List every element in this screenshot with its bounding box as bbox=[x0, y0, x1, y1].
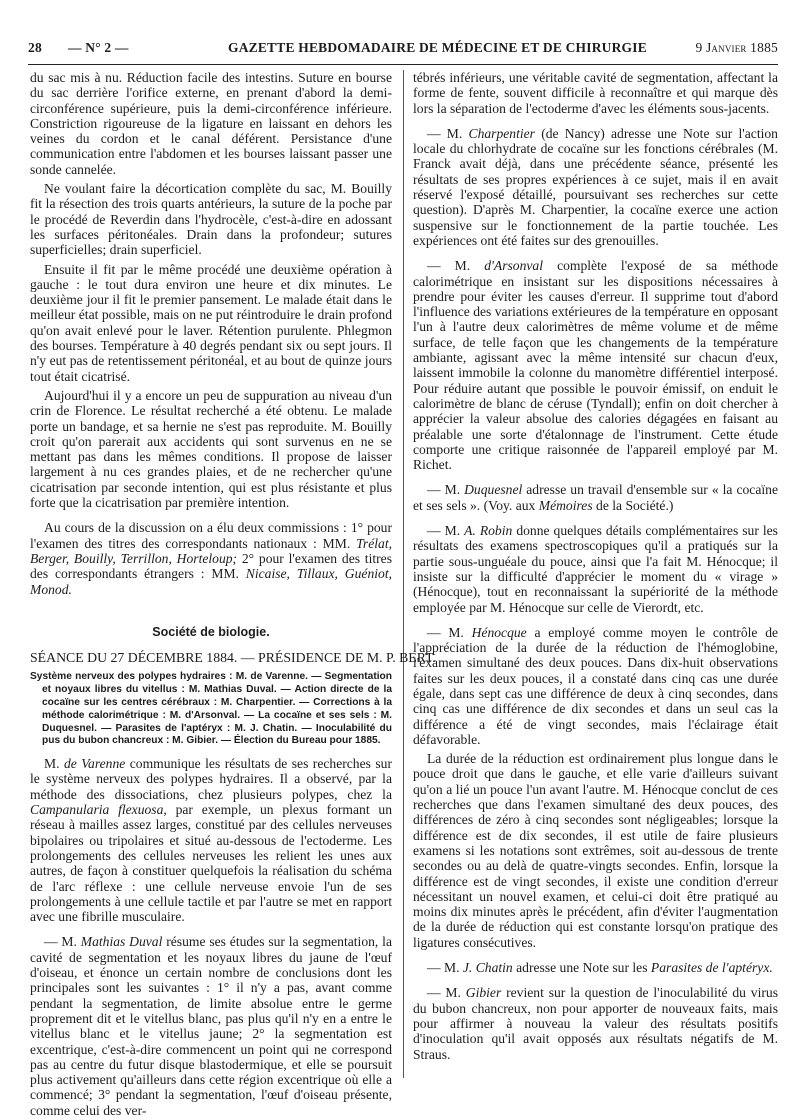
header-rule bbox=[28, 64, 778, 65]
paragraph bbox=[413, 523, 778, 615]
paragraph: du sac mis à nu. Réduction facile des intestins. Suture en bourse du sac derrière l'orifice externe, en prenant d'abord la demi-circonférence supérieure, puis la demi-circonférence inférieure. Constriction rigoureuse de la ligature en laissant en dehors les veines du cordon et le canal déférent. Persistance d'une communication entre l'abdomen et les bourses laissant passer une sonde cannelée. bbox=[30, 70, 392, 177]
author-name: A. Robin bbox=[464, 523, 513, 539]
text: M. bbox=[44, 756, 60, 772]
issue-number: — N° 2 — bbox=[68, 40, 129, 55]
text: adresse une Note sur les bbox=[516, 960, 648, 976]
text: — M. bbox=[44, 934, 77, 950]
text: revient sur la question de l'inoculabilité du virus du bubon chancreux, non pour apporter de nouveaux faits, mais pour affirmer à nouveau la valeur des résultats positifs d'inoculation qu'il avait opposés aux résultats négatifs de M. Straus. bbox=[413, 985, 778, 1062]
issue-date: 9 Janvier 1885 bbox=[695, 40, 778, 55]
paragraph bbox=[413, 960, 778, 975]
text: communique les résultats de ses recherches sur le système nerveux des polypes hydraires. Il a observé, par la méthode des dissociations, chez plusieurs polypes, chez la bbox=[30, 756, 392, 802]
session-summary: Système nerveux des polypes hydraires : M. de Varenne. — Segmentation et noyaux libres du vitellus : M. Mathias Duval. — Action directe de la cocaïne sur les centres cérébraux : M. Charpentier. — Corrections à la méthode calorimétrique : M. d'Arsonval. — La cocaïne et ses sels : M. Duquesnel. — Parasites de l'aptéryx : M. J. Chatin. — Inoculabilité du pus du bubon chancreux : M. Gibier. — Élection du Bureau pour 1885. bbox=[30, 671, 392, 747]
journal-title: GAZETTE HEBDOMADAIRE DE MÉDECINE ET DE CHIRURGIE bbox=[228, 40, 647, 55]
text: résume ses études sur la segmentation, la cavité de segmentation et les noyaux libres du jaune de l'œuf d'oiseau, et énonce un certain nombre de conclusions dont les principales sont les suivantes : 1° il n'y a pas, avant comme pendant la segmentation, de limite absolue entre le germe proprement dit et le vitellus blanc, pas plus qu'il n'y en a entre le vitellus blanc et le vitellus jaune; 2° la segmentation est excentrique, c'est-à-dire commencent un point qui ne correspond pas au centre du futur disque blastodermique, et elle se poursuit plus activement qu'ailleurs dans cette région excentrique où elle a commencé; 3° pendant la segmentation, l'œuf d'oiseau présente, comme celui des ver- bbox=[30, 934, 392, 1118]
paragraph bbox=[30, 520, 392, 596]
paragraph bbox=[413, 625, 778, 747]
right-column bbox=[413, 70, 778, 1080]
author-name: Hénocque bbox=[471, 624, 527, 640]
paragraph: Ne voulant faire la décortication complète du sac, M. Bouilly fit la résection des trois quarts antérieurs, la suture de la poche par le procédé de Reverdin dans l'hydrocèle, c'est-à-dire en adossant les surfaces péritonéales. Drain dans la profondeur; sutures superficielles; drain superficiel. bbox=[30, 181, 392, 258]
text: 2° pour l'examen des titres des correspondants étrangers : MM. bbox=[30, 550, 392, 582]
text: Au cours de la discussion on a élu deux commissions : 1° pour l'examen des titres des correspondants nationaux : MM. bbox=[30, 520, 392, 551]
paragraph: Aujourd'hui il y a encore un peu de suppuration au niveau d'un crin de Florence. Le résultat recherché a été obtenu. Le malade porte un bandage, et sa hernie ne s'est pas reproduite. M. Bouilly croit qu'on parerait aux accidents qui sont survenus en ne se mettant pas dans les mêmes conditions. Il propose de laisser largement à nu ces grandes plaies, et de ne rechercher qu'une cicatrisation par seconde intention, qui est plus résistante et plus forte que la cicatrisation par première intention. bbox=[30, 387, 392, 511]
paragraph bbox=[413, 258, 778, 472]
reference-title: Mémoires bbox=[538, 497, 593, 513]
text: — M. bbox=[427, 258, 471, 274]
column-separator bbox=[403, 70, 404, 1078]
author-name: Gibier bbox=[465, 985, 502, 1001]
paragraph bbox=[413, 482, 778, 513]
paragraph bbox=[30, 934, 392, 1118]
author-name: Duquesnel bbox=[464, 482, 523, 498]
session-heading: SÉANCE DU 27 DÉCEMBRE 1884. — PRÉSIDENCE DE M. P. BERT. bbox=[30, 650, 436, 666]
text: — M. bbox=[427, 960, 460, 976]
paragraph bbox=[30, 756, 392, 924]
text: par exemple, un plexus formant un réseau à mailles assez larges, constitué par des cellules nerveuses bipolaires ou tripolaires et situé au-dessous de l'ectoderme. Les prolongements des cellules nerveuses les relient les unes aux autres, de façon à constituer quelquefois la réalisation du schéma de l'arc réflexe : une cellule nerveuse envoie l'un de ses prolongements à une cellule tactile et par l'autre se met en rapport avec une fibrille musculaire. bbox=[30, 802, 392, 925]
text: — M. bbox=[427, 482, 461, 498]
paragraph: tébrés inférieurs, une véritable cavité de segmentation, affectant la forme de fente, souvent difficile à reconnaître et qui marque dès lors la séparation de l'ectoderme d'avec les éléments sous-jacents. bbox=[413, 70, 778, 116]
species-name: Campanularia flexuosa, bbox=[30, 802, 167, 818]
member-names: Trélat, Berger, Bouilly, Terrillon, Horteloup; bbox=[30, 535, 392, 566]
section-title: Société de biologie. bbox=[152, 624, 270, 639]
left-column bbox=[30, 70, 436, 1118]
paragraph: Ensuite il fit par le même procédé une deuxième opération à gauche : le tout dura environ une heure et dix minutes. Le deuxième jour il fit le premier pansement. Le malade était dans le meilleur état possible, mais on ne put réintroduire le drain profond qu'on avait enlevé pour le laver. Rétention purulente. Phlegmon des bourses. Température à 40 degrés pendant six ou sept jours. Il n'y eut pas de retentissement péritonéal, et au bout de quinze jours tout était cicatrisé. bbox=[30, 261, 392, 384]
member-names: Nicaise, Tillaux, Guéniot, Monod. bbox=[30, 566, 392, 597]
text: complète l'exposé de sa méthode calorimétrique en insistant sur les dispositions nécessaires à prendre pour éviter les causes d'erreur. Il supprime tout d'abord l'influence des variations extérieures de la température en opposant l'un à l'autre deux calorimètres de même volume et de même surface, de telle façon que les changements de la température ambiante, agissant avec la même intensité sur chacun d'eux, laissent immobile la colonne du manomètre différentiel interposé. Pour réduire autant que possible le pouvoir émissif, on enduit le calorimètre de blanc de céruse (Tyndall); enfin on doit chercher à apprécier la valeur absolue des calories dégagées en faisant au préalable une sorte d'étalonnage de l'instrument. Cette étude comporte une critique raisonnée de l'appareil employé par M. Richet. bbox=[413, 258, 779, 473]
paragraph bbox=[413, 985, 778, 1061]
text: donne quelques détails complémentaires sur les résultats des examens spectroscopiques qu'il a pratiqués sur la partie sous-unguéale du pouce, ainsi que l'a fait M. Hénocque; il insiste sur la difficulté d'apprécier le moment du « virage » (Hénocque), tout en reconnaissant la supériorité de la méthode employée par M. Hénocque sur celle de Vierordt, etc. bbox=[413, 523, 778, 615]
text: (de Nancy) adresse une Note sur l'action locale du chlorhydrate de cocaïne sur les fonctions cérébrales (M. Franck avait déjà, dans une précédente séance, présenté les résultats de ses propres expériences à ce sujet, mais il en avait réservé l'exposé détaillé, poursuivant ses recherches sur cette question). D'après M. Charpentier, la cocaïne exerce une action suspensive sur le fonctionnement de la partie touchée. Les expériences ont été faites sur des grenouilles. bbox=[413, 125, 778, 248]
text: — M. bbox=[427, 523, 461, 539]
page-number: 28 bbox=[28, 40, 42, 55]
text: — M. bbox=[427, 624, 464, 640]
author-name: Charpentier bbox=[468, 125, 535, 141]
author-name: de Varenne bbox=[63, 756, 126, 772]
text: de la Société.) bbox=[596, 497, 674, 513]
author-name: Mathias Duval bbox=[80, 934, 163, 950]
text: — M. bbox=[427, 985, 461, 1001]
text: adresse un travail d'ensemble sur « la cocaïne et ses sels ». (Voy. aux bbox=[413, 482, 778, 513]
author-name: d'Arsonval bbox=[484, 258, 543, 274]
author-name: J. Chatin bbox=[462, 960, 513, 976]
running-header bbox=[28, 40, 778, 60]
text: a employé comme moyen le contrôle de l'appréciation de la durée de la réduction de l'hémoglobine, l'examen simultané des deux pouces. Dans dix-huit observations faites sur les deux pouces, il a constaté dans cinq cas une durée égale, dans sept cas une différence de deux à cinq secondes, dans cinq cas une différence de dix secondes et dans un seul cas la différence a été de vingt secondes, mais l'éclairage était défavorable. bbox=[413, 624, 779, 747]
paragraph: La durée de la réduction est ordinairement plus longue dans le pouce droit que dans le gauche, et elle varie d'ailleurs suivant qu'on a lié un pouce l'un avant l'autre. M. Hénocque conclut de ces recherches que dans l'examen simultané des deux pouces, des différences de zéro à cinq secondes sont négligeables; lorsque la différence est de dix secondes, il est utile de faire plusieurs examens si les notations sont extrêmes, soit au-dessous de trente secondes ou au delà de quatre-vingts secondes. Enfin, lorsque la différence est de vingt secondes, il existe une condition d'erreur nécessitant un nouvel examen, et celui-ci doit être pratiqué au moins dix minutes après le précédent, afin d'éviter l'augmentation de la durée de réduction qui est constante lorsqu'on pratique des ligatures consécutives. bbox=[413, 751, 778, 950]
paragraph bbox=[413, 126, 778, 248]
reference-title: Parasites de l'aptéryx. bbox=[650, 960, 773, 976]
text: — M. bbox=[427, 125, 463, 141]
